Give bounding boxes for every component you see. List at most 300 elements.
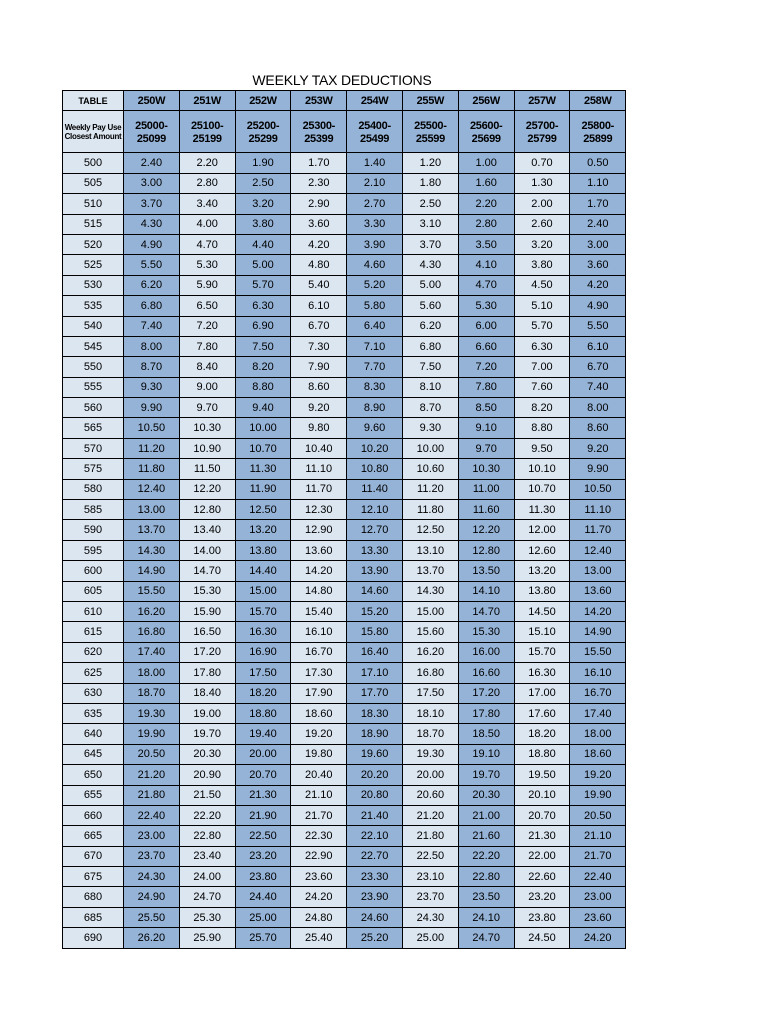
tax-value-cell: 4.20 [570,275,626,295]
tax-value-cell: 7.90 [291,357,347,377]
tax-value-cell: 4.30 [124,214,180,234]
weekly-pay-cell: 620 [63,642,124,662]
tax-value-cell: 18.70 [402,724,458,744]
tax-value-cell: 5.30 [458,296,514,316]
tax-value-cell: 22.70 [347,846,403,866]
tax-value-cell: 3.50 [458,234,514,254]
tax-value-cell: 13.20 [514,561,570,581]
tax-value-cell: 5.10 [514,296,570,316]
tax-value-cell: 12.10 [347,500,403,520]
table-row [63,438,626,458]
column-header: 258W [570,91,626,111]
tax-value-cell: 7.50 [235,336,291,356]
tax-value-cell: 8.20 [235,357,291,377]
tax-value-cell: 1.00 [458,153,514,173]
tax-value-cell: 9.70 [179,398,235,418]
tax-value-cell: 17.70 [347,683,403,703]
tax-value-cell: 25.30 [179,907,235,927]
tax-value-cell: 21.20 [402,805,458,825]
tax-value-cell: 16.10 [570,663,626,683]
table-row [63,663,626,683]
tax-value-cell: 9.30 [124,377,180,397]
tax-value-cell: 7.40 [124,316,180,336]
tax-value-cell: 21.40 [347,805,403,825]
tax-value-cell: 21.20 [124,765,180,785]
tax-value-cell: 9.20 [291,398,347,418]
tax-value-cell: 15.50 [570,642,626,662]
tax-value-cell: 11.80 [124,459,180,479]
table-row [63,622,626,642]
tax-value-cell: 23.30 [347,867,403,887]
tax-value-cell: 20.80 [347,785,403,805]
tax-value-cell: 9.90 [124,398,180,418]
tax-value-cell: 23.00 [124,826,180,846]
tax-value-cell: 18.40 [179,683,235,703]
tax-value-cell: 6.00 [458,316,514,336]
tax-value-cell: 10.70 [235,438,291,458]
tax-value-cell: 19.50 [514,765,570,785]
tax-value-cell: 13.90 [347,561,403,581]
tax-value-cell: 5.50 [124,255,180,275]
tax-value-cell: 12.20 [179,479,235,499]
table-row [63,826,626,846]
tax-value-cell: 17.30 [291,663,347,683]
tax-value-cell: 14.50 [514,601,570,621]
table-row [63,153,626,173]
table-row [63,398,626,418]
tax-value-cell: 20.50 [124,744,180,764]
tax-value-cell: 5.90 [179,275,235,295]
tax-value-cell: 12.40 [124,479,180,499]
tax-value-cell: 6.40 [347,316,403,336]
tax-value-cell: 23.60 [291,867,347,887]
tax-value-cell: 25.00 [402,928,458,948]
tax-value-cell: 18.20 [235,683,291,703]
tax-value-cell: 11.40 [347,479,403,499]
tax-value-cell: 13.10 [402,540,458,560]
tax-value-cell: 12.70 [347,520,403,540]
weekly-pay-cell: 655 [63,785,124,805]
tax-value-cell: 24.30 [402,907,458,927]
tax-value-cell: 13.60 [570,581,626,601]
tax-value-cell: 24.80 [291,907,347,927]
tax-value-cell: 6.30 [514,336,570,356]
tax-value-cell: 8.50 [458,398,514,418]
weekly-pay-cell: 640 [63,724,124,744]
tax-value-cell: 9.90 [570,459,626,479]
weekly-pay-cell: 560 [63,398,124,418]
tax-value-cell: 5.00 [402,275,458,295]
weekly-pay-cell: 660 [63,805,124,825]
tax-value-cell: 19.30 [124,703,180,723]
tax-value-cell: 19.70 [179,724,235,744]
tax-value-cell: 23.80 [235,867,291,887]
weekly-pay-cell: 665 [63,826,124,846]
tax-value-cell: 7.80 [179,336,235,356]
tax-value-cell: 2.50 [402,194,458,214]
tax-value-cell: 11.90 [235,479,291,499]
tax-value-cell: 19.80 [291,744,347,764]
tax-value-cell: 7.20 [179,316,235,336]
weekly-pay-cell: 580 [63,479,124,499]
tax-value-cell: 5.30 [179,255,235,275]
tax-value-cell: 18.30 [347,703,403,723]
tax-value-cell: 14.80 [291,581,347,601]
tax-value-cell: 2.40 [570,214,626,234]
tax-value-cell: 11.70 [291,479,347,499]
range-header: 25200- 25299 [235,111,291,153]
tax-value-cell: 25.40 [291,928,347,948]
tax-value-cell: 21.80 [402,826,458,846]
tax-value-cell: 3.10 [402,214,458,234]
tax-value-cell: 21.10 [291,785,347,805]
tax-value-cell: 6.80 [124,296,180,316]
tax-value-cell: 24.30 [124,867,180,887]
tax-value-cell: 13.40 [179,520,235,540]
tax-value-cell: 6.70 [291,316,347,336]
tax-value-cell: 3.60 [291,214,347,234]
tax-value-cell: 0.70 [514,153,570,173]
table-row [63,744,626,764]
tax-value-cell: 17.60 [514,703,570,723]
tax-value-cell: 20.70 [514,805,570,825]
tax-value-cell: 8.10 [402,377,458,397]
tax-value-cell: 13.80 [514,581,570,601]
tax-value-cell: 7.60 [514,377,570,397]
tax-value-cell: 12.50 [235,500,291,520]
tax-value-cell: 16.70 [291,642,347,662]
tax-value-cell: 8.80 [235,377,291,397]
tax-value-cell: 8.00 [124,336,180,356]
table-row [63,785,626,805]
tax-value-cell: 17.10 [347,663,403,683]
tax-value-cell: 8.60 [291,377,347,397]
page-title: WEEKLY TAX DEDUCTIONS [252,72,432,88]
tax-value-cell: 13.60 [291,540,347,560]
tax-value-cell: 3.60 [570,255,626,275]
tax-value-cell: 23.20 [235,846,291,866]
table-row [63,418,626,438]
tax-value-cell: 23.50 [458,887,514,907]
tax-value-cell: 5.70 [235,275,291,295]
table-row [63,377,626,397]
column-header: 253W [291,91,347,111]
tax-value-cell: 22.10 [347,826,403,846]
tax-value-cell: 21.70 [570,846,626,866]
tax-value-cell: 20.00 [402,765,458,785]
tax-value-cell: 14.10 [458,581,514,601]
tax-value-cell: 3.20 [235,194,291,214]
tax-value-cell: 10.00 [235,418,291,438]
tax-value-cell: 2.90 [291,194,347,214]
tax-value-cell: 10.30 [179,418,235,438]
tax-value-cell: 23.10 [402,867,458,887]
tax-value-cell: 8.60 [570,418,626,438]
tax-value-cell: 3.00 [124,173,180,193]
tax-value-cell: 20.60 [402,785,458,805]
tax-value-cell: 21.70 [291,805,347,825]
tax-value-cell: 1.30 [514,173,570,193]
table-row [63,867,626,887]
tax-value-cell: 4.60 [347,255,403,275]
tax-value-cell: 16.50 [179,622,235,642]
tax-value-cell: 2.80 [458,214,514,234]
tax-value-cell: 6.90 [235,316,291,336]
tax-value-cell: 17.50 [402,683,458,703]
tax-value-cell: 16.20 [402,642,458,662]
tax-value-cell: 22.20 [458,846,514,866]
tax-value-cell: 3.80 [235,214,291,234]
tax-value-cell: 11.20 [124,438,180,458]
tax-value-cell: 7.80 [458,377,514,397]
tax-value-cell: 1.70 [570,194,626,214]
weekly-pay-cell: 630 [63,683,124,703]
tax-value-cell: 16.60 [458,663,514,683]
table-row [63,214,626,234]
tax-value-cell: 4.10 [458,255,514,275]
column-header: 255W [402,91,458,111]
tax-value-cell: 17.90 [291,683,347,703]
weekly-pay-cell: 525 [63,255,124,275]
tax-value-cell: 23.80 [514,907,570,927]
tax-value-cell: 13.00 [570,561,626,581]
tax-value-cell: 8.90 [347,398,403,418]
weekly-pay-cell: 530 [63,275,124,295]
tax-value-cell: 23.20 [514,887,570,907]
table-row [63,765,626,785]
tax-value-cell: 7.00 [514,357,570,377]
tax-value-cell: 17.40 [570,703,626,723]
weekly-pay-cell: 570 [63,438,124,458]
weekly-pay-cell: 680 [63,887,124,907]
table-row [63,846,626,866]
tax-value-cell: 18.80 [235,703,291,723]
table-row [63,275,626,295]
table-row [63,581,626,601]
tax-value-cell: 20.70 [235,765,291,785]
tax-value-cell: 5.50 [570,316,626,336]
tax-value-cell: 13.20 [235,520,291,540]
tax-value-cell: 1.10 [570,173,626,193]
table-corner-label: TABLE [63,91,124,111]
table-row [63,296,626,316]
tax-value-cell: 8.80 [514,418,570,438]
tax-value-cell: 11.80 [402,500,458,520]
tax-value-cell: 17.20 [458,683,514,703]
tax-value-cell: 23.60 [570,907,626,927]
tax-value-cell: 9.40 [235,398,291,418]
tax-value-cell: 6.60 [458,336,514,356]
tax-value-cell: 22.90 [291,846,347,866]
tax-value-cell: 22.50 [235,826,291,846]
tax-value-cell: 15.80 [347,622,403,642]
weekly-pay-cell: 545 [63,336,124,356]
tax-value-cell: 12.80 [179,500,235,520]
tax-value-cell: 17.50 [235,663,291,683]
tax-value-cell: 3.30 [347,214,403,234]
range-header: 25800- 25899 [570,111,626,153]
table-row [63,561,626,581]
column-header: 250W [124,91,180,111]
tax-value-cell: 3.20 [514,234,570,254]
tax-value-cell: 11.30 [235,459,291,479]
tax-value-cell: 7.10 [347,336,403,356]
tax-value-cell: 16.80 [402,663,458,683]
table-row [63,234,626,254]
table-row [63,500,626,520]
tax-value-cell: 24.70 [179,887,235,907]
weekly-pay-cell: 575 [63,459,124,479]
range-header: 25100- 25199 [179,111,235,153]
tax-value-cell: 16.70 [570,683,626,703]
tax-value-cell: 14.20 [291,561,347,581]
tax-value-cell: 21.90 [235,805,291,825]
tax-value-cell: 24.70 [458,928,514,948]
tax-value-cell: 19.10 [458,744,514,764]
tax-value-cell: 15.30 [179,581,235,601]
tax-value-cell: 10.20 [347,438,403,458]
tax-value-cell: 14.60 [347,581,403,601]
tax-value-cell: 24.00 [179,867,235,887]
tax-value-cell: 6.70 [570,357,626,377]
tax-value-cell: 16.30 [235,622,291,642]
tax-value-cell: 19.60 [347,744,403,764]
tax-value-cell: 18.10 [402,703,458,723]
tax-value-cell: 11.10 [291,459,347,479]
tax-value-cell: 1.40 [347,153,403,173]
tax-value-cell: 15.70 [514,642,570,662]
tax-value-cell: 25.50 [124,907,180,927]
tax-value-cell: 16.00 [458,642,514,662]
tax-value-cell: 19.70 [458,765,514,785]
tax-value-cell: 24.20 [291,887,347,907]
tax-value-cell: 5.70 [514,316,570,336]
tax-value-cell: 2.80 [179,173,235,193]
range-header: 25400- 25499 [347,111,403,153]
tax-value-cell: 20.90 [179,765,235,785]
table-row [63,928,626,948]
tax-value-cell: 16.20 [124,601,180,621]
tax-value-cell: 0.50 [570,153,626,173]
tax-value-cell: 20.30 [179,744,235,764]
weekly-pay-cell: 500 [63,153,124,173]
tax-value-cell: 25.00 [235,907,291,927]
tax-value-cell: 4.80 [291,255,347,275]
tax-value-cell: 4.70 [179,234,235,254]
weekly-pay-cell: 585 [63,500,124,520]
weekly-pay-cell: 690 [63,928,124,948]
tax-value-cell: 8.40 [179,357,235,377]
tax-value-cell: 2.20 [179,153,235,173]
tax-value-cell: 21.30 [514,826,570,846]
tax-value-cell: 14.40 [235,561,291,581]
tax-value-cell: 16.10 [291,622,347,642]
tax-value-cell: 10.30 [458,459,514,479]
tax-value-cell: 24.10 [458,907,514,927]
range-header: 25600- 25699 [458,111,514,153]
tax-value-cell: 12.30 [291,500,347,520]
tax-value-cell: 21.10 [570,826,626,846]
tax-value-cell: 17.80 [458,703,514,723]
tax-value-cell: 9.80 [291,418,347,438]
weekly-pay-cell: 615 [63,622,124,642]
tax-value-cell: 9.10 [458,418,514,438]
weekly-pay-cell: 535 [63,296,124,316]
column-header-row [63,91,626,111]
weekly-pay-cell: 510 [63,194,124,214]
weekly-pay-cell: 645 [63,744,124,764]
tax-value-cell: 1.70 [291,153,347,173]
tax-value-cell: 18.70 [124,683,180,703]
tax-value-cell: 6.10 [291,296,347,316]
tax-value-cell: 23.90 [347,887,403,907]
tax-value-cell: 24.90 [124,887,180,907]
column-header: 251W [179,91,235,111]
tax-value-cell: 10.90 [179,438,235,458]
tax-value-cell: 13.70 [124,520,180,540]
tax-value-cell: 8.00 [570,398,626,418]
column-header: 254W [347,91,403,111]
table-row [63,459,626,479]
tax-value-cell: 9.00 [179,377,235,397]
tax-value-cell: 24.60 [347,907,403,927]
weekly-pay-cell: 600 [63,561,124,581]
tax-value-cell: 17.80 [179,663,235,683]
table-row [63,907,626,927]
table-row [63,479,626,499]
tax-value-cell: 22.20 [179,805,235,825]
weekly-pay-cell: 550 [63,357,124,377]
tax-value-cell: 20.20 [347,765,403,785]
tax-value-cell: 2.50 [235,173,291,193]
tax-value-cell: 6.80 [402,336,458,356]
tax-value-cell: 18.60 [291,703,347,723]
table-row [63,887,626,907]
tax-value-cell: 15.90 [179,601,235,621]
tax-value-cell: 8.70 [124,357,180,377]
tax-value-cell: 7.40 [570,377,626,397]
tax-value-cell: 16.30 [514,663,570,683]
tax-value-cell: 10.50 [124,418,180,438]
tax-value-cell: 4.00 [179,214,235,234]
tax-value-cell: 24.40 [235,887,291,907]
tax-value-cell: 22.60 [514,867,570,887]
tax-value-cell: 2.00 [514,194,570,214]
tax-value-cell: 10.60 [402,459,458,479]
tax-value-cell: 5.20 [347,275,403,295]
tax-value-cell: 4.70 [458,275,514,295]
tax-value-cell: 1.90 [235,153,291,173]
tax-value-cell: 20.00 [235,744,291,764]
tax-value-cell: 12.00 [514,520,570,540]
tax-value-cell: 3.90 [347,234,403,254]
tax-value-cell: 7.20 [458,357,514,377]
tax-value-cell: 1.20 [402,153,458,173]
tax-value-cell: 4.50 [514,275,570,295]
tax-value-cell: 12.80 [458,540,514,560]
tax-value-cell: 14.30 [124,540,180,560]
tax-value-cell: 13.70 [402,561,458,581]
tax-value-cell: 11.60 [458,500,514,520]
tax-value-cell: 9.70 [458,438,514,458]
tax-value-cell: 4.20 [291,234,347,254]
tax-value-cell: 25.20 [347,928,403,948]
tax-value-cell: 12.60 [514,540,570,560]
weekly-pay-cell: 610 [63,601,124,621]
table-row [63,173,626,193]
tax-value-cell: 3.40 [179,194,235,214]
tax-value-cell: 20.10 [514,785,570,805]
